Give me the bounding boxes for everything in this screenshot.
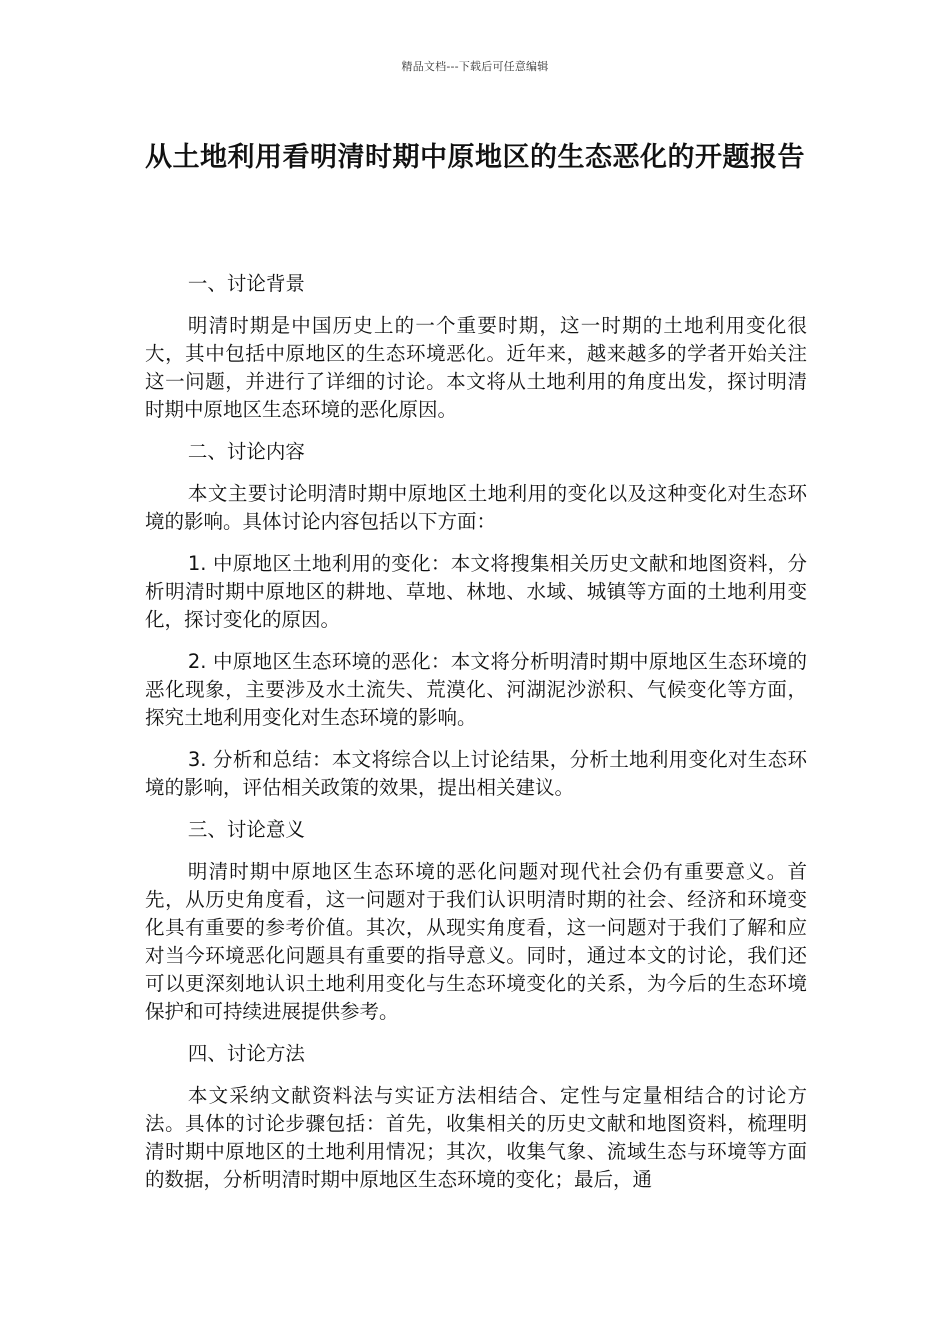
paragraph: 本文主要讨论明清时期中原地区土地利用的变化以及这种变化对生态环境的影响。具体讨论内容包括以下方面： [145,482,807,533]
document-title: 从土地利用看明清时期中原地区的生态恶化的开题报告 [145,142,805,173]
paragraph: 本文采纳文献资料法与实证方法相结合、定性与定量相结合的讨论方法。具体的讨论步骤包括：首先，收集相关的历史文献和地图资料，梳理明清时期中原地区的土地利用情况；其次，收集气象、流域生态与环境等方面的数据，分析明清时期中原地区生态环境的变化；最后，通 [145,1084,807,1191]
document-body [145,270,807,1208]
list-item: 2. 中原地区生态环境的恶化：本文将分析明清时期中原地区生态环境的恶化现象，主要涉及水土流失、荒漠化、河湖泥沙淤积、气候变化等方面，探究土地利用变化对生态环境的影响。 [145,650,807,729]
page-header: 精品文档---下载后可任意编辑 [401,60,549,73]
section-heading-content: 二、讨论内容 [187,440,305,463]
section-heading-method: 四、讨论方法 [187,1042,305,1065]
paragraph: 明清时期中原地区生态环境的恶化问题对现代社会仍有重要意义。首先，从历史角度看，这一问题对于我们认识明清时期的社会、经济和环境变化具有重要的参考价值。其次，从现实角度看，这一问题对于我们了解和应对当今环境恶化问题具有重要的指导意义。同时，通过本文的讨论，我们还可以更深刻地认识土地利用变化与生态环境变化的关系，为今后的生态环境保护和可持续进展提供参考。 [145,860,807,1023]
paragraph: 明清时期是中国历史上的一个重要时期，这一时期的土地利用变化很大，其中包括中原地区的生态环境恶化。近年来，越来越多的学者开始关注这一问题，并进行了详细的讨论。本文将从土地利用的角度出发，探讨明清时期中原地区生态环境的恶化原因。 [145,314,807,421]
list-item: 3. 分析和总结：本文将综合以上讨论结果，分析土地利用变化对生态环境的影响，评估相关政策的效果，提出相关建议。 [145,748,807,799]
list-item: 1. 中原地区土地利用的变化：本文将搜集相关历史文献和地图资料，分析明清时期中原地区的耕地、草地、林地、水域、城镇等方面的土地利用变化，探讨变化的原因。 [145,552,807,631]
section-heading-significance: 三、讨论意义 [187,818,305,841]
section-heading-background: 一、讨论背景 [187,272,305,295]
